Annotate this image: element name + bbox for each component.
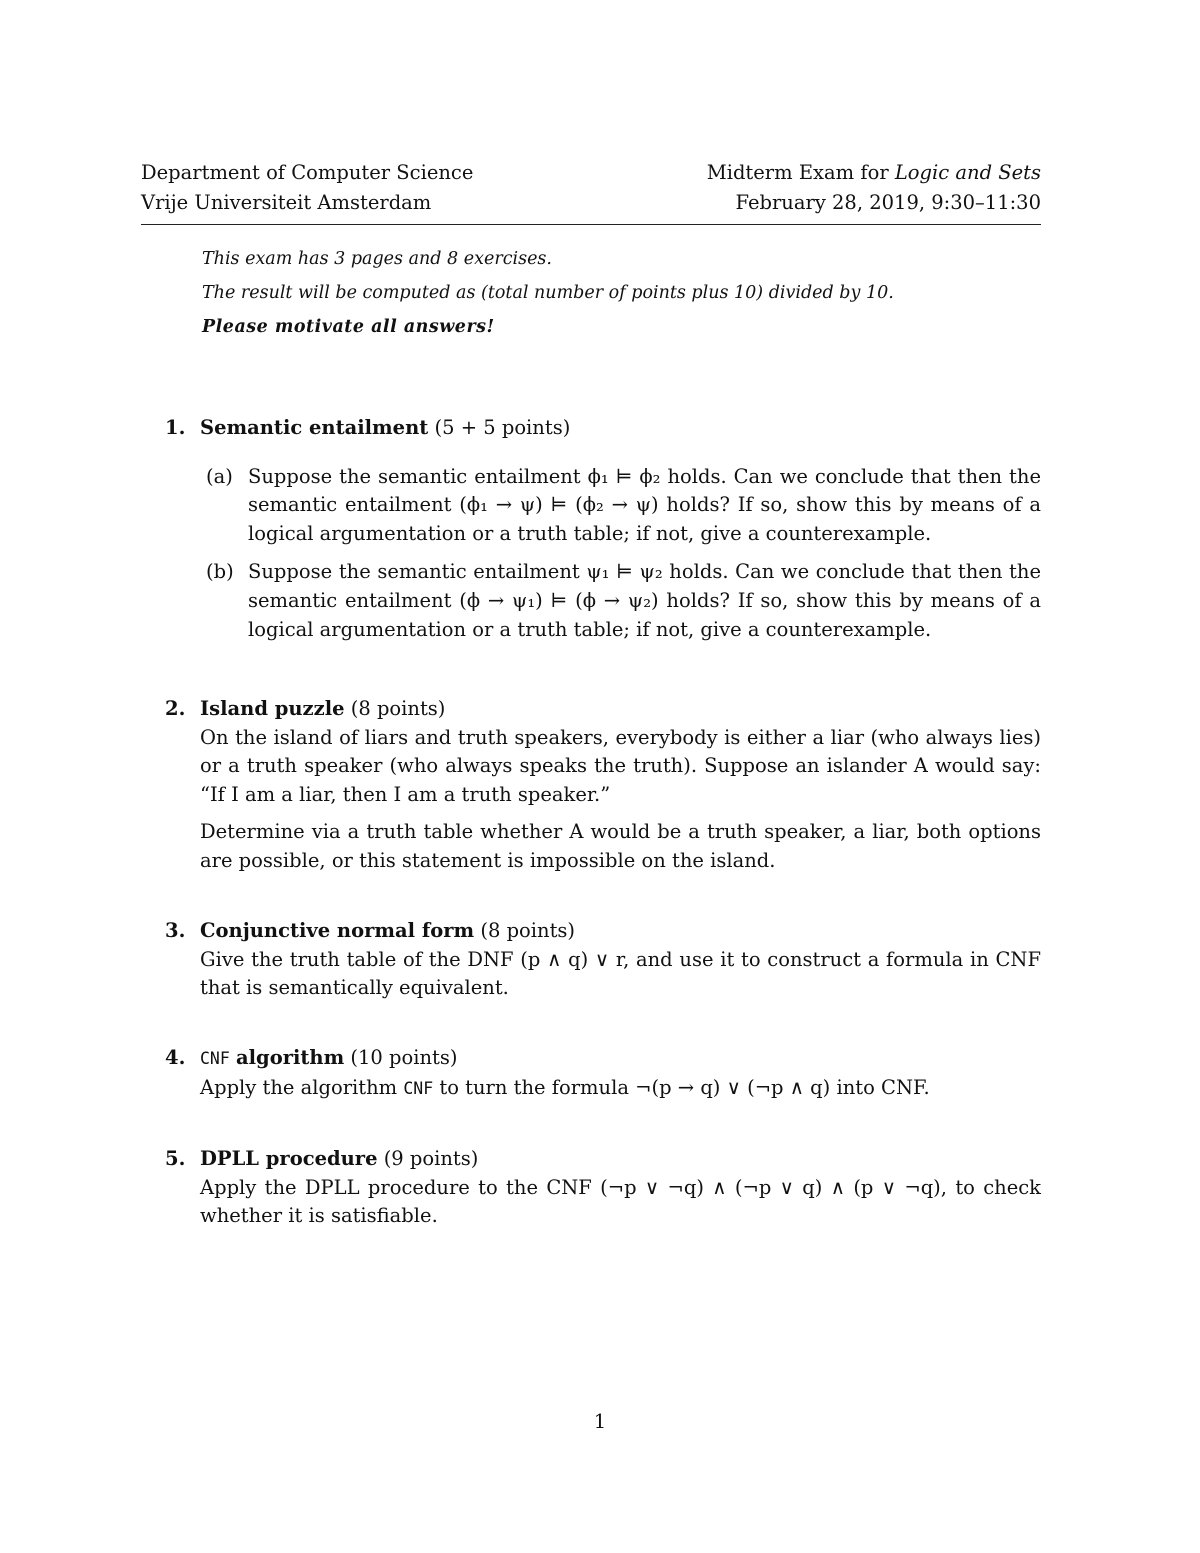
exercise-text-suffix: to turn the formula ¬(p → q) ∨ (¬p ∧ q) into CNF. [433,1075,930,1099]
exercise-title-line [200,1145,1041,1174]
exercise-text: Apply the DPLL procedure to the CNF (¬p ∨ ¬q) ∧ (¬p ∨ q) ∧ (p ∨ ¬q), to check whether it is satisfiable. [200,1175,1041,1228]
header-rule [141,224,1041,225]
exercise-4 [141,1044,1041,1103]
exercise-title: DPLL procedure [200,1147,378,1170]
exercise-points: (5 + 5 points) [434,416,571,439]
exercise-text: Give the truth table of the DNF (p ∧ q) ∨ r, and use it to construct a formula in CNF that is semantically equivalent. [200,947,1041,1000]
exercise-1 [141,414,1041,644]
exercise-points: (8 points) [480,919,576,942]
exercise-text-mono: CNF [403,1078,434,1098]
exercise-title: Conjunctive normal form [200,919,475,942]
exercise-points: (10 points) [350,1046,458,1069]
exercise-3 [141,917,1041,1003]
exercise-task: Determine via a truth table whether A would be a truth speaker, a liar, both options are possible, or this statement is impossible on the island. [200,820,1041,872]
exercise-number: 1. [165,416,186,439]
part-text: Suppose the semantic entailment ϕ₁ ⊨ ϕ₂ holds. Can we conclude that then the semantic entailment (ϕ₁ → ψ) ⊨ (ϕ₂ → ψ) holds? If so, show this by means of a logical argumentation or a truth table; if not, give a counterexample. [248,464,1041,545]
exercise-title: algorithm [236,1046,345,1069]
exercise-5 [141,1145,1041,1231]
exercise-title-line [200,917,1041,946]
exercise-title-line [200,695,1041,724]
instruction-motivate: Please motivate all answers! [202,317,495,337]
university-name: Vrije Universiteit Amsterdam [141,191,432,214]
exam-title-prefix: Midterm Exam for [706,161,895,184]
exercise-title-line [200,1044,1041,1074]
exercise-points: (8 points) [350,697,446,720]
part-text: Suppose the semantic entailment ψ₁ ⊨ ψ₂ holds. Can we conclude that then the semantic entailment (ϕ → ψ₁) ⊨ (ϕ → ψ₂) holds? If so, show this by means of a logical argumentation or a truth table; if not, give a counterexample. [248,560,1041,641]
exercise-number: 4. [165,1046,186,1069]
exam-instructions [202,248,1042,350]
header-row-2 [141,188,1041,218]
exercise-text-prefix: Apply the algorithm [200,1075,404,1099]
course-name: Logic and Sets [894,161,1041,184]
exercise-number: 5. [165,1147,186,1170]
part-label: (b) [206,560,234,584]
exercise-2 [141,695,1041,876]
exercise-title-line [200,414,1041,443]
instruction-grading: The result will be computed as (total number of points plus 10) divided by 10. [202,283,894,303]
page-header [141,158,1041,218]
instruction-pages: This exam has 3 pages and 8 exercises. [202,249,552,269]
exercise-points: (9 points) [383,1147,479,1170]
part-label: (a) [206,464,233,488]
exercise-title-mono: CNF [200,1049,230,1068]
exercise-number: 3. [165,919,186,942]
exercise-text [200,1074,1041,1104]
header-row-1 [141,158,1041,188]
exercise-part-b [206,558,1041,644]
exercise-title: Island puzzle [200,697,345,720]
department-name: Department of Computer Science [141,161,474,184]
exercise-title: Semantic entailment [200,416,429,439]
exercise-number: 2. [165,697,186,720]
exam-date: February 28, 2019, 9:30–11:30 [735,191,1041,214]
exercise-part-a [206,463,1041,549]
page-number: 1 [593,1410,607,1433]
exam-title [707,158,1041,188]
exercise-text: On the island of liars and truth speakers, everybody is either a liar (who always lies) or a truth speaker (who always speaks the truth). Suppose an islander A would say: “If I am a liar, then I am a truth speaker.” [200,725,1041,806]
